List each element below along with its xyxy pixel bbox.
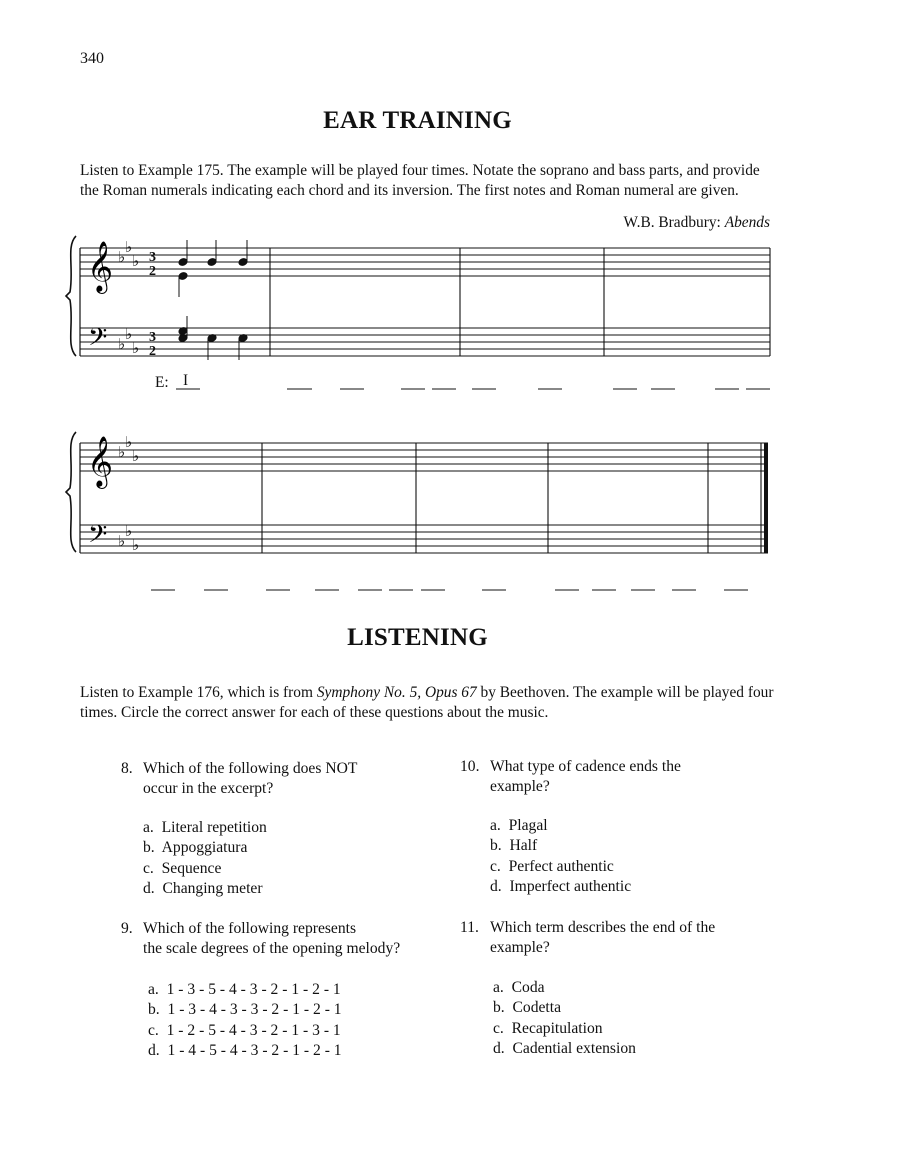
svg-text:♭: ♭	[118, 250, 126, 266]
system-2-key-signature	[118, 435, 139, 554]
svg-text:♭: ♭	[125, 240, 133, 256]
listening-intro	[80, 683, 780, 723]
question-10-option-b[interactable]: b. Half	[490, 837, 538, 855]
listening-heading: LISTENING	[347, 624, 488, 651]
question-9	[121, 919, 400, 959]
question-8-option-b[interactable]: b. Appoggiatura	[143, 839, 248, 857]
question-10-option-c[interactable]: c. Perfect authentic	[490, 857, 614, 875]
attribution-composer: W.B. Bradbury:	[623, 214, 721, 231]
question-9-line1: Which of the following represents	[143, 920, 357, 937]
question-10-option-d[interactable]: d. Imperfect authentic	[490, 877, 632, 895]
question-9-line2: the scale degrees of the opening melody?	[143, 940, 401, 957]
given-bass-notes	[178, 316, 248, 360]
svg-text:♭: ♭	[132, 538, 140, 554]
listening-intro-after: by Beethoven. The example will be played four times. Circle the correct answer for each of these questions about the music.	[80, 684, 774, 721]
question-10-number: 10.	[460, 758, 480, 775]
question-8-option-d[interactable]: d. Changing meter	[143, 879, 263, 897]
key-label: E:	[155, 374, 169, 391]
question-11-number: 11.	[460, 919, 479, 936]
final-barline	[764, 443, 768, 553]
svg-text:♭: ♭	[118, 445, 126, 461]
svg-text:♭: ♭	[132, 341, 140, 357]
question-10	[460, 757, 681, 797]
system-2-treble-staff	[80, 443, 768, 471]
question-10-options	[490, 816, 631, 897]
time-sig-top-bass: 3	[149, 330, 156, 345]
listening-intro-title: Symphony No. 5, Opus 67	[316, 684, 477, 701]
question-9-number: 9.	[121, 920, 133, 937]
question-11-option-a[interactable]: a. Coda	[493, 979, 545, 996]
question-9-option-d[interactable]: d. 1 - 4 - 5 - 4 - 3 - 2 - 1 - 2 - 1	[148, 1041, 342, 1059]
question-8-option-c[interactable]: c. Sequence	[143, 859, 222, 877]
svg-text:♭: ♭	[125, 435, 133, 451]
first-roman-numeral: I	[183, 372, 189, 389]
question-9-option-c[interactable]: c. 1 - 2 - 5 - 4 - 3 - 2 - 1 - 3 - 1	[148, 1021, 341, 1039]
svg-text:♭: ♭	[118, 337, 126, 353]
time-sig-bottom-treble: 2	[149, 264, 156, 279]
grand-staff-system-1	[60, 225, 780, 425]
question-11-line1: Which term describes the end of the	[490, 919, 716, 936]
question-8-number: 8.	[121, 760, 133, 777]
system-2-bass-clef: 𝄢	[88, 521, 108, 554]
svg-text:♭: ♭	[132, 254, 140, 270]
attribution-title: Abends	[724, 214, 770, 231]
ear-training-instructions: Listen to Example 175. The example will be played four times. Notate the soprano and bass parts, and provide the Roman numerals indicating each chord and its inversion. The first notes and Roman numeral are given.	[80, 162, 760, 199]
question-10-option-a[interactable]: a. Plagal	[490, 817, 548, 834]
question-8-line1: Which of the following does NOT	[143, 760, 358, 777]
system-1-treble-clef: 𝄞	[87, 242, 114, 291]
question-11-option-c[interactable]: c. Recapitulation	[493, 1019, 603, 1037]
question-9-options	[148, 980, 342, 1061]
question-11	[460, 918, 715, 958]
system-1-key-signature	[118, 240, 139, 357]
question-8-option-a[interactable]: a. Literal repetition	[143, 819, 267, 836]
system-1-bass-clef: 𝄢	[88, 324, 108, 357]
question-8	[121, 759, 357, 799]
question-11-options	[493, 978, 636, 1059]
question-10-line2: example?	[490, 778, 550, 795]
system-1-brace	[66, 236, 76, 356]
given-treble-notes	[178, 240, 248, 297]
system-2-treble-clef: 𝄞	[87, 437, 114, 486]
question-11-option-d[interactable]: d. Cadential extension	[493, 1039, 636, 1057]
question-10-line1: What type of cadence ends the	[490, 758, 681, 775]
svg-text:♭: ♭	[118, 534, 126, 550]
time-sig-top-treble: 3	[149, 250, 156, 265]
question-9-option-a[interactable]: a. 1 - 3 - 5 - 4 - 3 - 2 - 1 - 2 - 1	[148, 981, 341, 998]
question-8-line2: occur in the excerpt?	[143, 780, 274, 797]
svg-text:♭: ♭	[125, 524, 133, 540]
ear-training-heading: EAR TRAINING	[323, 107, 512, 134]
page-number: 340	[80, 50, 104, 67]
grand-staff-system-2	[60, 425, 780, 600]
question-9-option-b[interactable]: b. 1 - 3 - 4 - 3 - 3 - 2 - 1 - 2 - 1	[148, 1001, 342, 1019]
system-2-brace	[66, 432, 76, 552]
svg-text:♭: ♭	[132, 449, 140, 465]
question-8-options	[143, 818, 267, 899]
question-11-line2: example?	[490, 939, 550, 956]
question-11-option-b[interactable]: b. Codetta	[493, 999, 561, 1017]
time-sig-bottom-bass: 2	[149, 344, 156, 359]
system-2-bass-staff	[80, 525, 768, 553]
svg-text:♭: ♭	[125, 327, 133, 343]
listening-intro-before: Listen to Example 176, which is from	[80, 684, 317, 701]
